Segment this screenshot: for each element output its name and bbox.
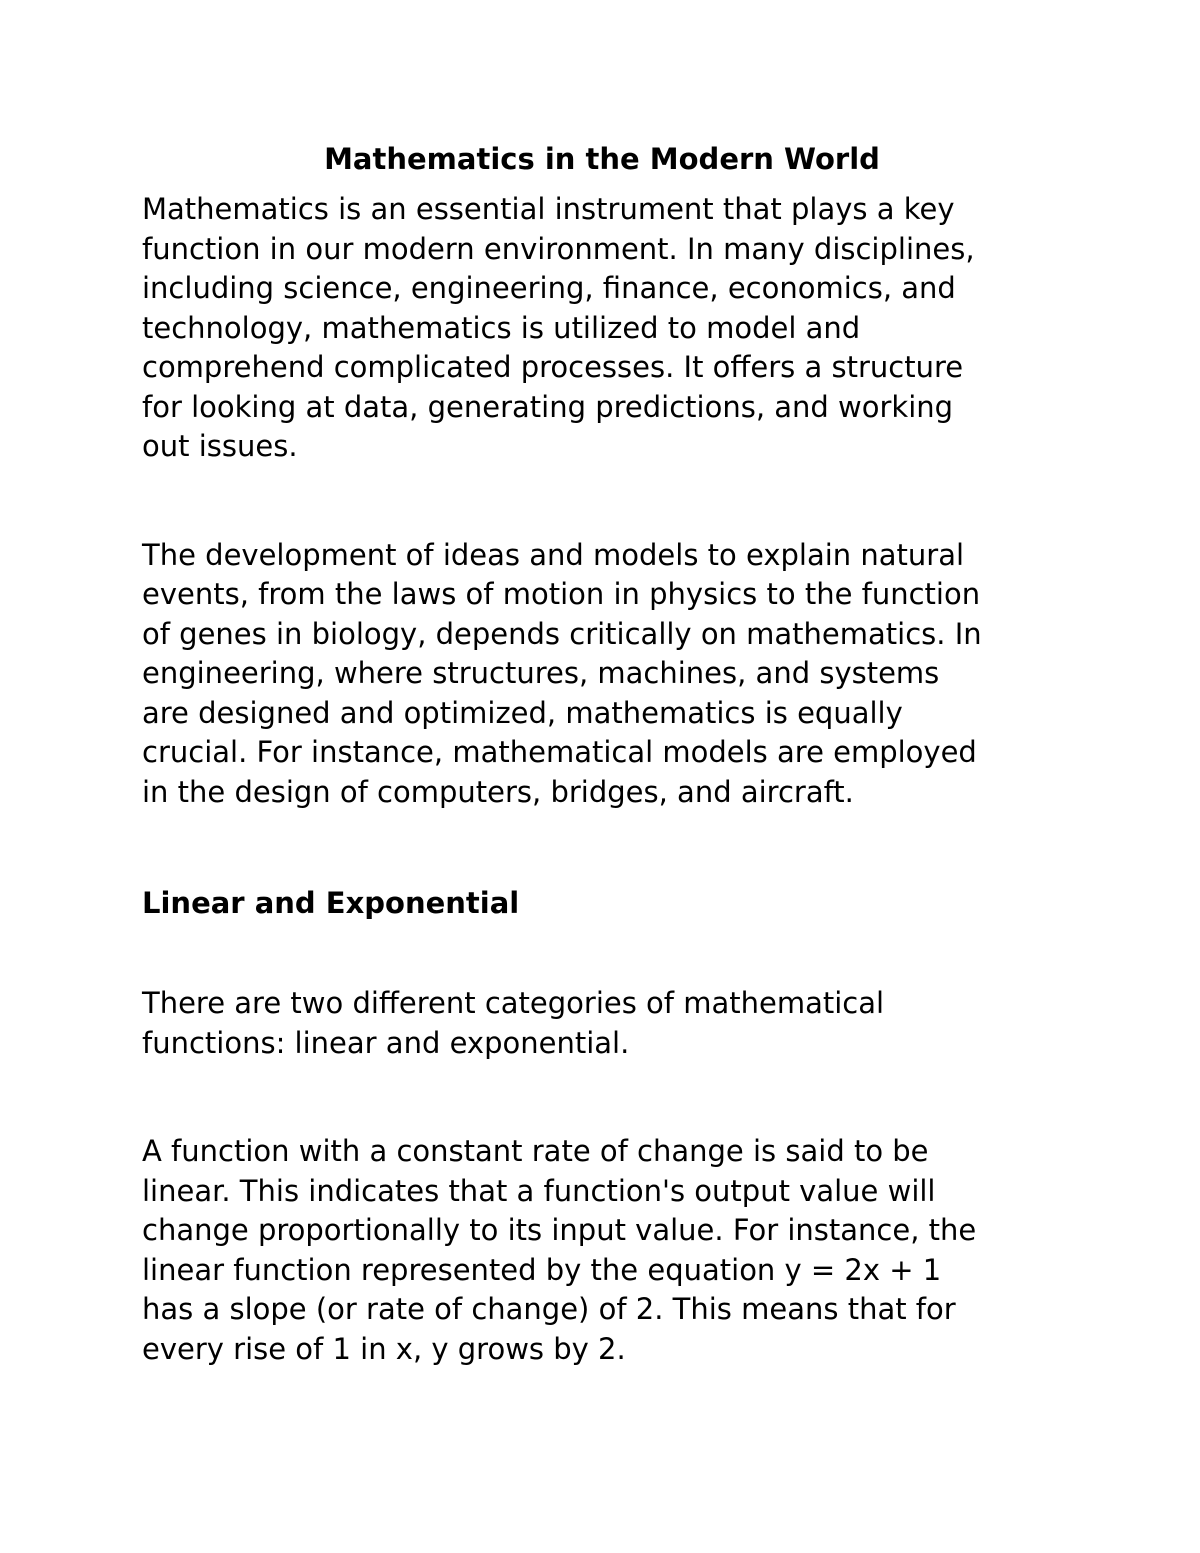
paragraph-line: The development of ideas and models to explain natural: [142, 537, 965, 572]
paragraph-line: technology, mathematics is utilized to model and: [142, 310, 861, 345]
paragraph-line: in the design of computers, bridges, and aircraft.: [142, 774, 854, 809]
paragraph-line: of genes in biology, depends critically on mathematics. In: [142, 616, 982, 651]
paragraph-spacer: [142, 467, 1062, 536]
paragraph-line: Mathematics is an essential instrument that plays a key: [142, 192, 955, 226]
paragraph-line: crucial. For instance, mathematical models are employed: [142, 735, 977, 769]
paragraph-linear: [142, 1132, 1062, 1369]
paragraph-line: linear function represented by the equation y = 2x + 1: [142, 1252, 942, 1287]
paragraph-line: function in our modern environment. In many disciplines,: [142, 231, 975, 266]
paragraph-line: change proportionally to its input value. For instance, the: [142, 1213, 977, 1247]
paragraph-development: [142, 536, 1062, 813]
paragraph-categories: [142, 984, 1062, 1063]
paragraph-line: including science, engineering, finance, economics, and: [142, 271, 956, 305]
paragraph-line: There are two different categories of mathematical: [142, 986, 885, 1020]
paragraph-spacer: [142, 812, 1062, 882]
paragraph-line: comprehend complicated processes. It offers a structure: [142, 350, 964, 384]
paragraph-line: out issues.: [142, 429, 298, 463]
document-body: [142, 138, 1062, 1369]
paragraph-line: linear. This indicates that a function's output value will: [142, 1173, 936, 1208]
document-title: Mathematics in the Modern World: [324, 142, 880, 176]
paragraph-spacer: [142, 924, 1062, 984]
paragraph-line: events, from the laws of motion in physics to the function: [142, 577, 981, 611]
paragraph-line: are designed and optimized, mathematics is equally: [142, 695, 903, 730]
paragraph-line: has a slope (or rate of change) of 2. This means that for: [142, 1292, 956, 1326]
section-heading: Linear and Exponential: [142, 886, 520, 920]
paragraph-line: engineering, where structures, machines, and systems: [142, 656, 940, 690]
paragraph-line: for looking at data, generating predictions, and working: [142, 389, 954, 424]
paragraph-line: every rise of 1 in x, y grows by 2.: [142, 1331, 626, 1366]
paragraph-line: functions: linear and exponential.: [142, 1025, 630, 1060]
paragraph-line: A function with a constant rate of change is said to be: [142, 1134, 929, 1168]
paragraph-spacer: [142, 1063, 1062, 1132]
paragraph-intro: [142, 190, 1062, 467]
